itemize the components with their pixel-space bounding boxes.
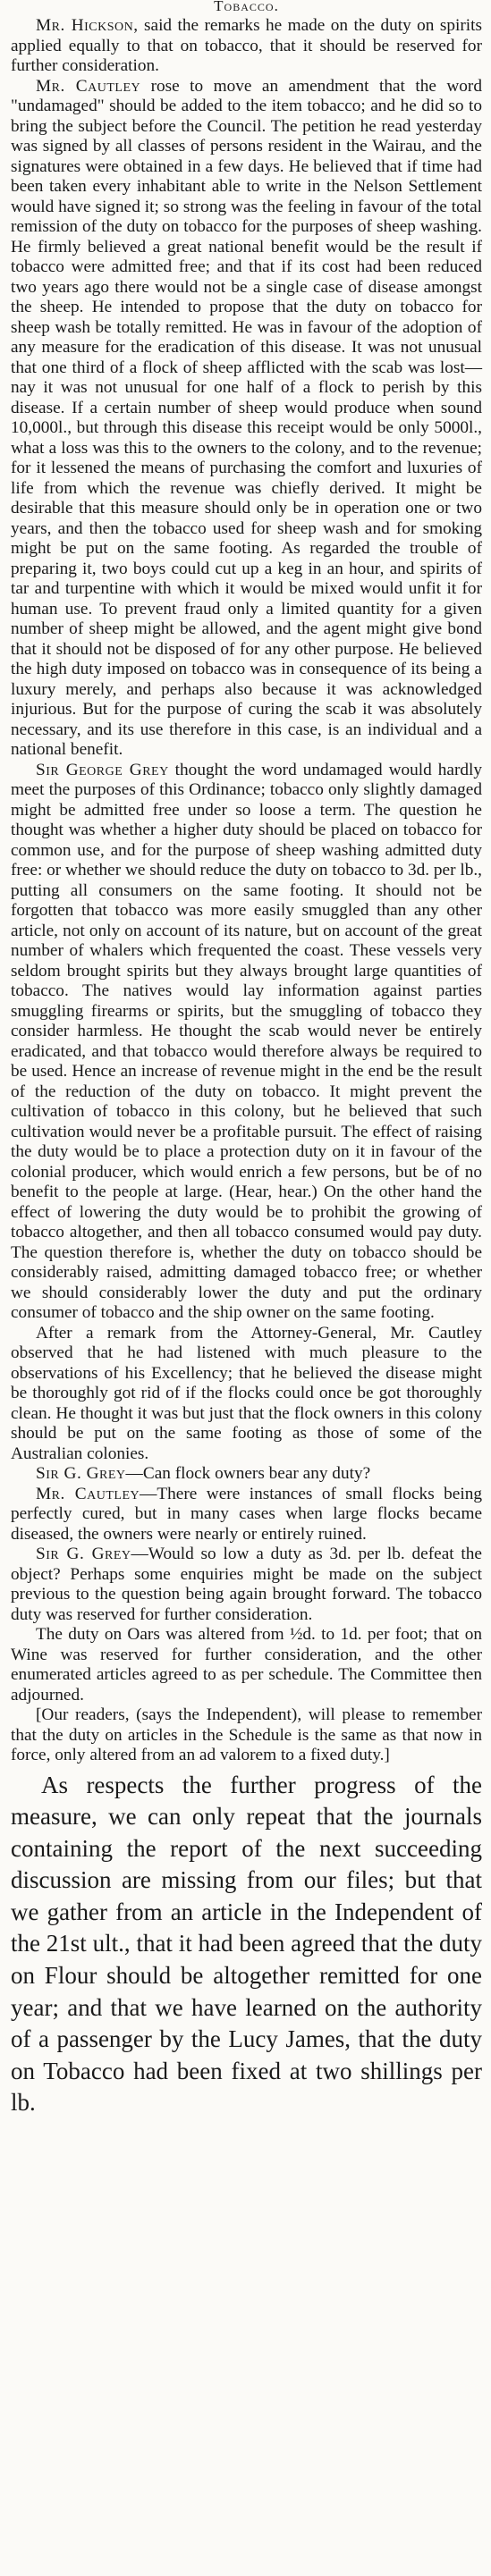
editorial-note — [11, 1705, 482, 1766]
speaker-name: Sir G. Grey — [36, 1545, 131, 1563]
paragraph-text: —There were instances of small flocks being perfectly cured, but in many cases when large flocks became diseased, the owners were nearly or entirely ruined. — [11, 1484, 482, 1544]
paragraph-grey-reply — [11, 761, 482, 1324]
paragraph-cautley-amendment — [11, 77, 482, 761]
report-paragraph: As respects the further progress of the measure, we can only repeat that the journals containing the report of the next succeeding discussion are missing from our files; but that we gather from an article in the Independent of the 21st ult., that it had been agreed that the duty on Flour should be altogether remitted for one year; and that we have learned on the authority of a passenger by the Lucy James, that the duty on Tobacco had been fixed at two shillings per lb. — [11, 1771, 482, 2117]
paragraph-text: After a remark from the Attorney-General, Mr. Cautley observed that he had listened with much pleasure to the observations of his Excellency; that he believed the disease might be thoroughly got rid of if the flocks could once be got thoroughly clean. He thought it was but just that the flock owners in this colony should be put on the same footing as those of some of the Australian colonies. — [11, 1323, 482, 1463]
section-heading: Tobacco. — [214, 0, 279, 14]
paragraph-text: rose to move an amendment that the word "undamaged" should be added to the item tobacco; and he did so to bring the subject before the Council. The petition he read yesterday was signed by all classes of persons resident in the Wairau, and the signatures were obtained in a few days. He believed that if time had been taken every inhabitant able to write in the Nelson Settlement would have signed it; so strong was the feeling in favour of the total remission of the duty on tobacco for the purposes of sheep washing. He firmly believed a great national benefit would be the result if tobacco were admitted free; and that if its cost had been reduced two years ago there would not be a single case of disease amongst the sheep. He intended to propose that the duty on tobacco for sheep wash be totally remitted. He was in favour of the adoption of any measure for the eradication of this disease. It was not unusual that one third of a flock of sheep afflicted with the scab was lost—nay it was not unusual for one half of a flock to perish by this disease. If a certain number of sheep would produce when sound 10,000l., but through this disease this receipt would be only 5000l., what a loss was this to the owners to the colony, and to the revenue; for it lessened the means of purchasing the comfort and luxuries of life from which the revenue was chiefly derived. It might be desirable that this measure should only be in operation one or two years, and then the tobacco used for sheep wash and for smoking might be put on the same footing. As regarded the trouble of preparing it, two boys could cut up a keg in an hour, and spirits of tar and turpentine with which it would be mixed would unfit it for human use. To prevent fraud only a limited quantity for a given number of sheep might be allowed, and the agent might give bond that it should not be disposed of for any other purpose. He believed the high duty imposed on tobacco was in consequence of its being a luxury merely, and perhaps also because it was acknowledged injurious. But for the purpose of curing the scab it was absolutely necessary, and its use therefore in this case, is an individual and a national benefit. — [11, 76, 482, 759]
speaker-name: Sir George Grey — [36, 760, 169, 779]
paragraph-text: thought the word undamaged would hardly meet the purposes of this Ordinance; tobacco only slightly damaged might be admitted free under so loose a term. The question he thought was whether a higher duty should be placed on tobacco for common use, and for the purpose of sheep washing admitted duty free: or whether we should reduce the duty on tobacco to 3d. per lb., putting all consumers on the same footing. It should not be forgotten that tobacco was more easily smuggled than any other article, not only on account of its nature, but on account of the great number of whalers which frequented the coast. These vessels very seldom brought spirits but they always brought large quantities of tobacco. The natives would lay information against parties smuggling firearms or spirits, but the smuggling of tobacco they consider harmless. He thought the scab would never be entirely eradicated, and that tobacco would therefore always be required to be used. Hence an increase of revenue might in the end be the result of the reduction of the duty on tobacco. It might prevent the cultivation of tobacco in this colony, but he believed that such cultivation would never be a profitable pursuit. The effect of raising the duty would be to place a protection duty on it in favour of the colonial producer, which would enrich a few persons, but be of no benefit to the people at large. (Hear, hear.) On the other hand the effect of lowering the duty would be to prohibit the growing of tobacco altogether, and then all tobacco consumed would pay duty. The question therefore is, whether the duty on tobacco should be considerably raised, admitting damaged tobacco free; or whether we should considerably lower the duty and put the ordinary consumer of tobacco and the ship owner on the same footing. — [11, 760, 483, 1322]
paragraph-grey-followup — [11, 1545, 482, 1625]
paragraph-grey-question — [11, 1464, 482, 1485]
paragraph-hickson — [11, 16, 482, 77]
speaker-name: Mr. Cautley — [36, 1484, 140, 1503]
paragraph-attorney-general — [11, 1324, 482, 1465]
paragraph-text: [Our readers, (says the Independent), will please to remember that the duty on articles in the Schedule is the same as that now in force, only altered from an ad valorem to a fixed duty.] — [11, 1705, 482, 1764]
speaker-name: Mr. Cautley — [36, 76, 141, 96]
paragraph-oars-duty — [11, 1625, 482, 1705]
paragraph-text: said the remarks he made on the duty on spirits applied equally to that on tobacco, that it should be reserved for further consideration. — [11, 16, 482, 75]
paragraph-text: The duty on Oars was altered from ½d. to 1d. per foot; that on Wine was reserved for further consideration, and the other enumerated articles agreed to as per schedule. The Committee then adjourned. — [11, 1625, 482, 1705]
speaker-name: Mr. Hickson, — [36, 16, 139, 35]
paragraph-cautley-answer — [11, 1485, 482, 1545]
paragraph-text: —Can flock owners bear any duty? — [125, 1464, 371, 1483]
paragraph-text: —Would so low a duty as 3d. per lb. defeat the object? Perhaps some enquiries might be made on the subject previous to the question being again brought forward. The tobacco duty was reserved for further consideration. — [11, 1545, 482, 1624]
speaker-name: Sir G. Grey — [36, 1464, 126, 1483]
